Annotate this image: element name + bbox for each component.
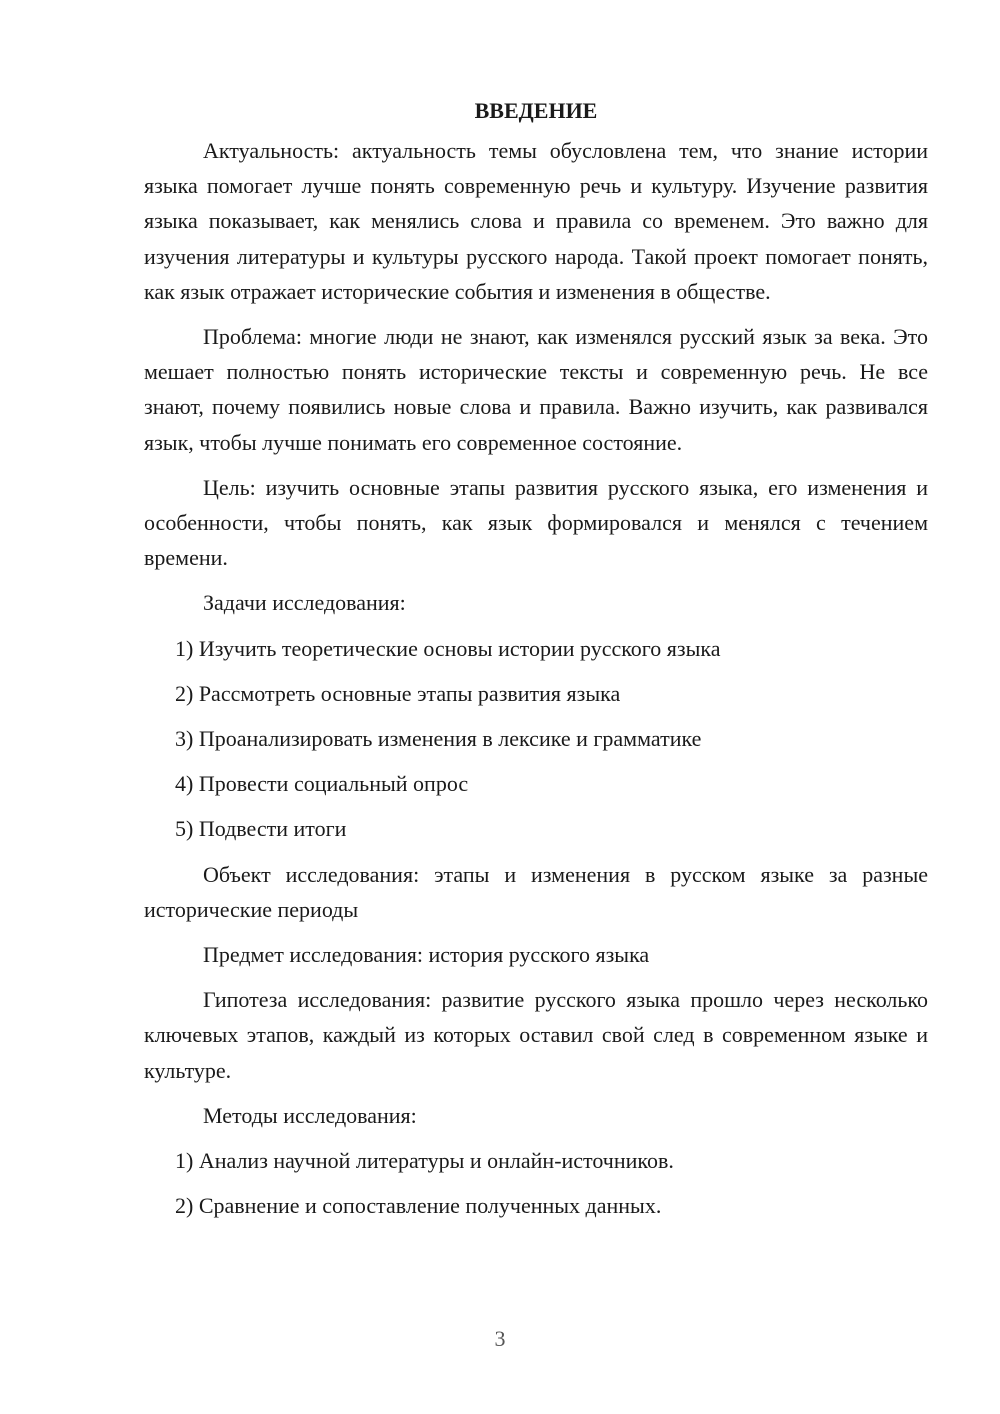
method-item-2: 2) Сравнение и сопоставление полученных данных. [175,1193,662,1219]
methods-heading: Методы исследования: [203,1102,417,1128]
page-number: 3 [494,1326,506,1351]
goal-paragraph: Цель: изучить основные этапы развития русского языка, его изменения и особенности, чтобы понять, как язык формировался и менялся с течением времени. [144,474,928,571]
document-page [144,96,928,1233]
task-item-3: 3) Проанализировать изменения в лексике и грамматике [175,726,702,752]
page-title: ВВЕДЕНИЕ [474,98,598,123]
task-item-2: 2) Рассмотреть основные этапы развития языка [175,680,621,706]
method-item-1: 1) Анализ научной литературы и онлайн-источников. [175,1148,674,1174]
hypothesis-paragraph: Гипотеза исследования: развитие русского языка прошло через несколько ключевых этапов, каждый из которых оставил свой след в современном языке и культуре. [144,987,928,1083]
object-paragraph: Объект исследования: этапы и изменения в русском языке за разные исторические периоды [144,861,928,922]
problem-paragraph: Проблема: многие люди не знают, как изменялся русский язык за века. Это мешает полностью понять исторические тексты и современную речь. Не все знают, почему появились новые слова и правила. Важно изучить, как развивался язык, чтобы лучше понимать его современное состояние. [144,324,928,455]
subject-paragraph: Предмет исследования: история русского языка [203,942,650,968]
task-item-5: 5) Подвести итоги [175,816,347,842]
task-item-4: 4) Провести социальный опрос [175,771,469,797]
task-item-1: 1) Изучить теоретические основы истории русского языка [175,635,721,661]
relevance-paragraph: Актуальность: актуальность темы обусловлена тем, что знание истории языка помогает лучше понять современную речь и культуру. Изучение развития языка показывает, как менялись слова и правила со временем. Это важно для изучения литературы и культуры русского народа. Такой проект помогает понять, как язык отражает исторические события и изменения в обществе. [144,138,928,304]
tasks-heading: Задачи исследования: [203,590,406,616]
